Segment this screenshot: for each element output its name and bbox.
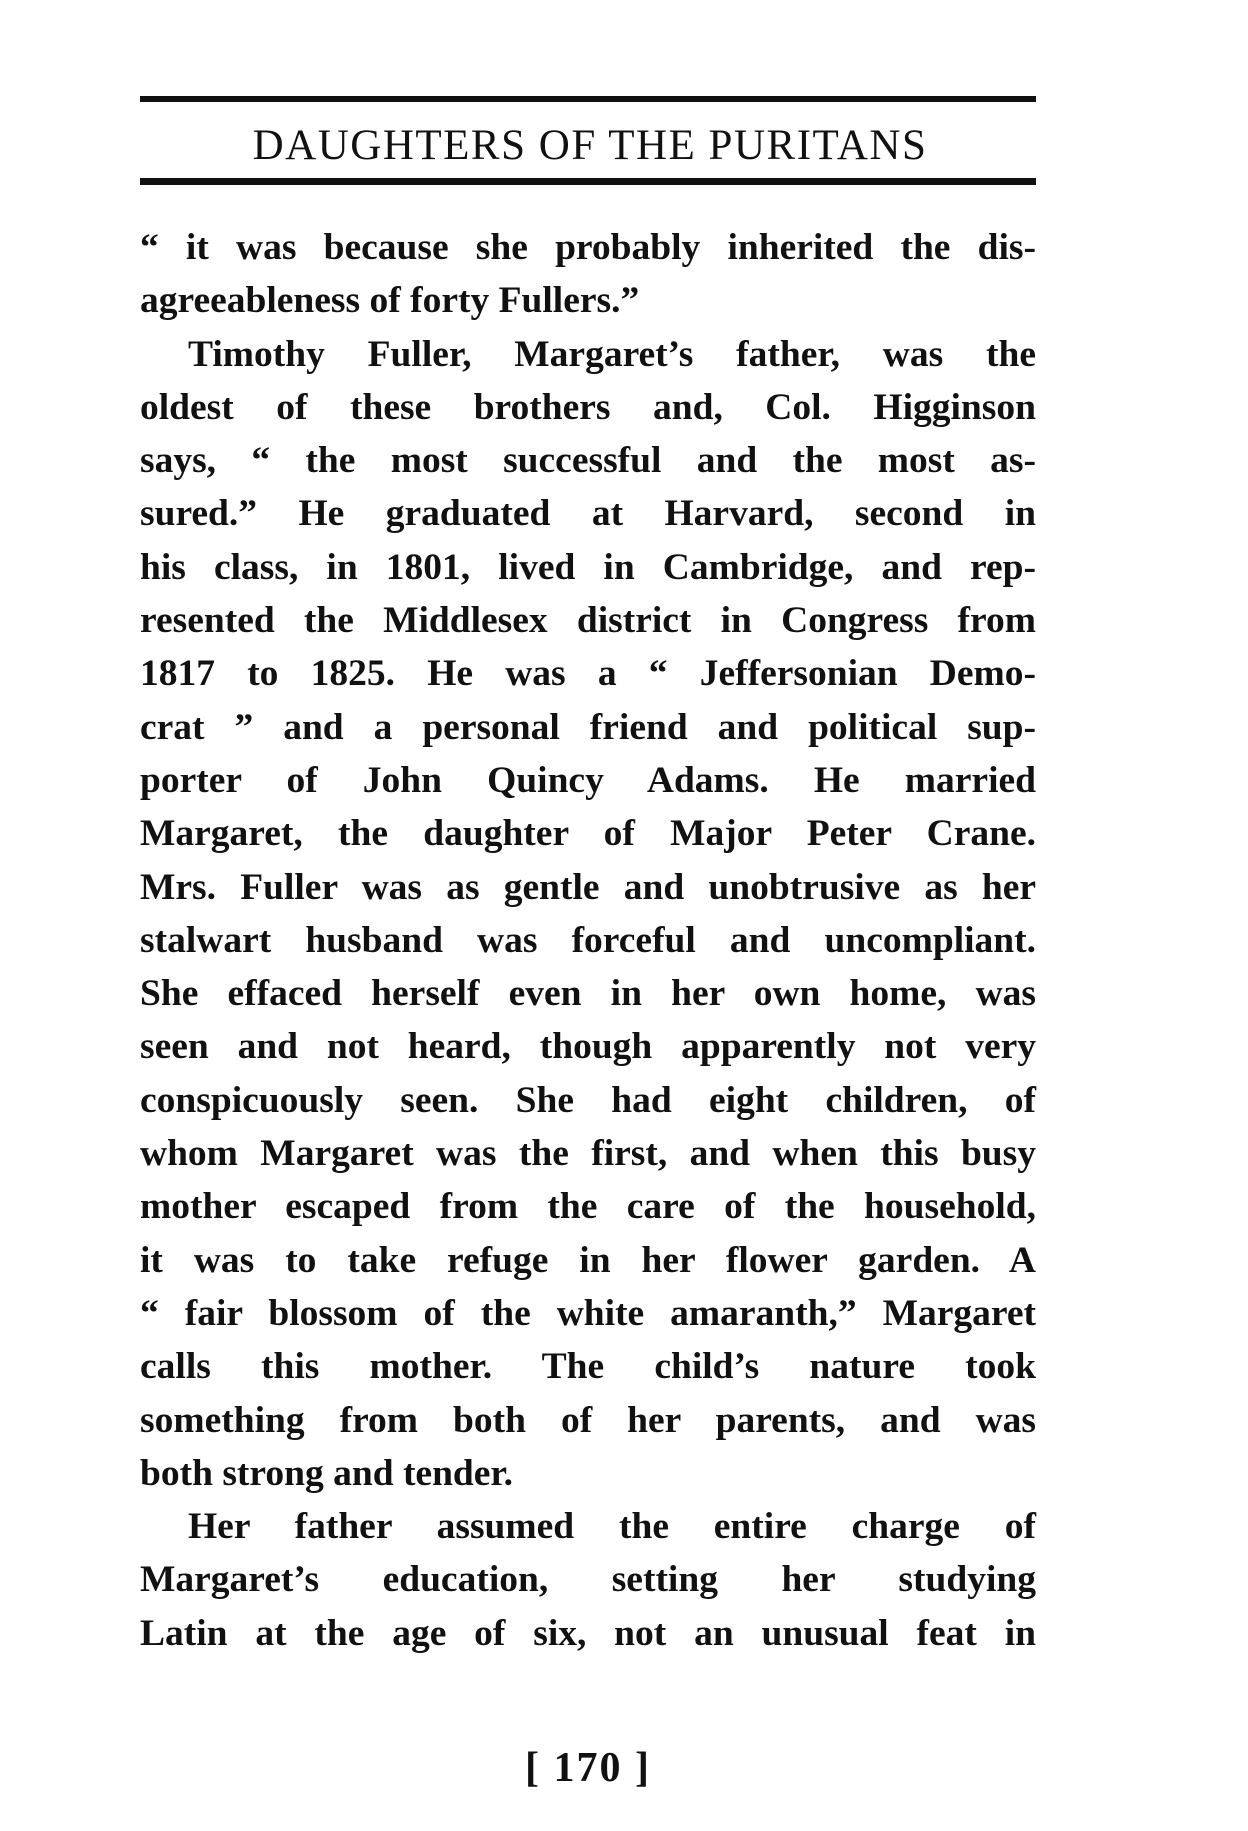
text-line: it was to take refuge in her flower garden. A — [140, 1239, 1036, 1281]
text-line: calls this mother. The child’s nature took — [140, 1346, 1036, 1388]
text-line: Timothy Fuller, Margaret’s father, was the — [188, 333, 1036, 375]
page-number: [ 170 ] — [525, 1745, 651, 1791]
text-line: sured.” He graduated at Harvard, second in — [140, 493, 1036, 535]
text-line: resented the Middlesex district in Congress from — [140, 600, 1036, 642]
text-line: Her father assumed the entire charge of — [188, 1506, 1036, 1548]
text-line: crat ” and a personal friend and political sup- — [140, 706, 1036, 748]
text-line: porter of John Quincy Adams. He married — [140, 759, 1036, 801]
body-text — [140, 221, 1036, 1660]
text-line: Latin at the age of six, not an unusual feat in — [140, 1612, 1036, 1654]
text-line: something from both of her parents, and was — [140, 1399, 1036, 1441]
text-line: seen and not heard, though apparently not very — [140, 1026, 1036, 1068]
text-line: says, “ the most successful and the most as- — [140, 440, 1036, 482]
text-line: “ it was because she probably inherited the dis- — [140, 227, 1036, 268]
text-line: She effaced herself even in her own home, was — [140, 973, 1036, 1015]
text-line: stalwart husband was forceful and uncompliant. — [140, 919, 1036, 961]
text-line: mother escaped from the care of the household, — [140, 1186, 1036, 1228]
text-line: 1817 to 1825. He was a “ Jeffersonian Demo- — [140, 653, 1036, 695]
text-line: whom Margaret was the first, and when this busy — [140, 1133, 1036, 1175]
text-line: both strong and tender. — [140, 1452, 514, 1494]
text-line: agreeableness of forty Fullers.” — [140, 280, 640, 322]
header-rule-bottom — [140, 178, 1036, 185]
text-line: “ fair blossom of the white amaranth,” Margaret — [140, 1292, 1036, 1334]
text-line: conspicuously seen. She had eight children, of — [140, 1079, 1036, 1121]
text-line: his class, in 1801, lived in Cambridge, and rep- — [140, 546, 1036, 588]
text-line: Mrs. Fuller was as gentle and unobtrusive as her — [140, 866, 1036, 908]
book-page — [140, 96, 1040, 1791]
text-line: oldest of these brothers and, Col. Higginson — [140, 386, 1036, 428]
running-head: DAUGHTERS OF THE PURITANS — [252, 122, 928, 169]
text-line: Margaret’s education, setting her studying — [140, 1559, 1036, 1601]
text-line: Margaret, the daughter of Major Peter Crane. — [140, 813, 1036, 855]
